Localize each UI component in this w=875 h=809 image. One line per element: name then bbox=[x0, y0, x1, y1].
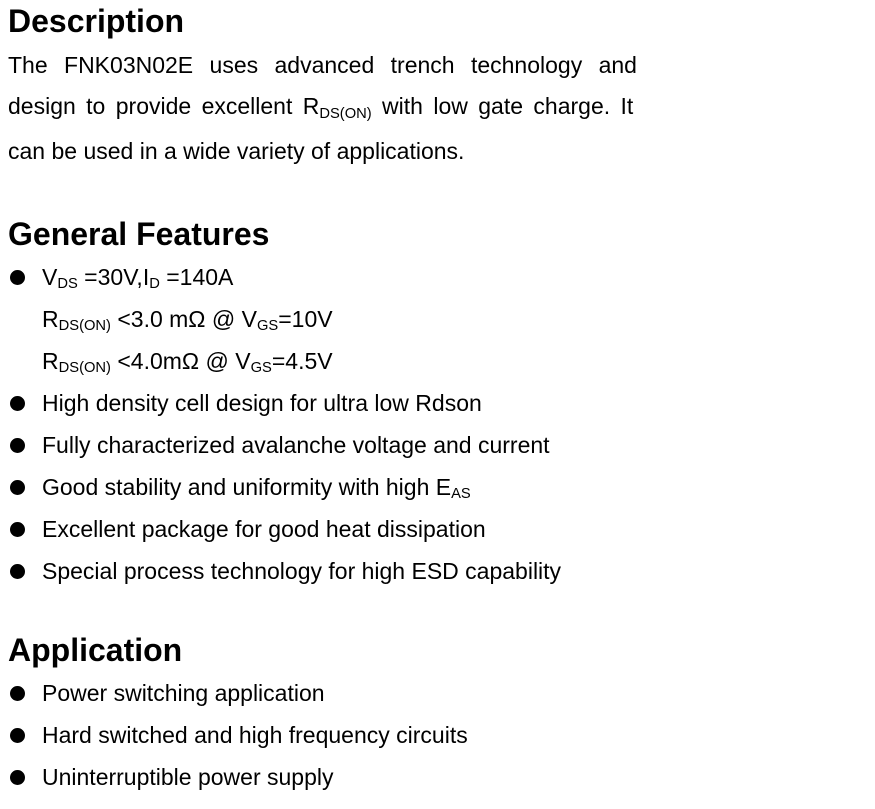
text-run: Special process technology for high ESD capability bbox=[42, 557, 562, 584]
bullet-icon bbox=[10, 480, 25, 495]
text-run: R bbox=[42, 305, 59, 332]
application-item bbox=[8, 714, 875, 756]
text-run: Excellent package for good heat dissipation bbox=[42, 515, 486, 542]
bullet-icon bbox=[10, 728, 25, 743]
feature-item-label bbox=[42, 474, 471, 501]
features-heading: General Features bbox=[8, 216, 270, 252]
application-item bbox=[8, 756, 875, 798]
bullet-box bbox=[8, 686, 42, 701]
application-section bbox=[8, 632, 875, 798]
application-item-label bbox=[42, 722, 468, 749]
bullet-icon bbox=[10, 770, 25, 785]
bullet-box bbox=[8, 728, 42, 743]
subscript-text: AS bbox=[451, 486, 471, 503]
application-item-label bbox=[42, 764, 334, 791]
text-run: =4.5V bbox=[271, 347, 333, 374]
paragraph-line bbox=[8, 86, 640, 131]
features-list bbox=[8, 256, 875, 592]
bullet-icon bbox=[10, 564, 25, 579]
bullet-box bbox=[8, 522, 42, 537]
application-list bbox=[8, 672, 875, 798]
bullet-box bbox=[8, 480, 42, 495]
paragraph-line bbox=[8, 131, 640, 172]
bullet-icon bbox=[10, 396, 25, 411]
subscript-text: DS(ON) bbox=[58, 360, 111, 377]
text-run: =30V,I bbox=[77, 263, 150, 290]
text-run: Good stability and uniformity with high E bbox=[42, 473, 452, 500]
feature-item bbox=[8, 298, 875, 340]
bullet-icon bbox=[10, 686, 25, 701]
feature-item bbox=[8, 424, 875, 466]
feature-item-label bbox=[42, 432, 550, 459]
text-run: V bbox=[42, 263, 58, 290]
bullet-icon bbox=[10, 438, 25, 453]
text-run: can be used in a wide variety of applications. bbox=[8, 138, 465, 164]
text-run: =10V bbox=[278, 305, 333, 332]
bullet-icon bbox=[10, 270, 25, 285]
application-item-label bbox=[42, 680, 325, 707]
feature-item-label bbox=[42, 390, 482, 417]
subscript-text: DS bbox=[57, 276, 78, 293]
description-section bbox=[8, 3, 875, 172]
bullet-box bbox=[8, 564, 42, 579]
feature-item-label bbox=[42, 516, 486, 543]
description-paragraph bbox=[8, 45, 640, 172]
text-run: Fully characterized avalanche voltage and current bbox=[42, 431, 550, 458]
feature-item-label bbox=[42, 264, 233, 291]
subscript-text: D bbox=[149, 276, 160, 293]
text-run: Power switching application bbox=[42, 679, 325, 706]
feature-item bbox=[8, 466, 875, 508]
bullet-box bbox=[8, 438, 42, 453]
bullet-icon bbox=[10, 522, 25, 537]
feature-item bbox=[8, 340, 875, 382]
feature-item-label bbox=[42, 306, 333, 333]
subscript-text: GS bbox=[256, 318, 279, 335]
text-run: R bbox=[42, 347, 59, 374]
text-run: Uninterruptible power supply bbox=[42, 763, 334, 790]
text-run: <4.0mΩ @ V bbox=[110, 347, 251, 374]
feature-item bbox=[8, 382, 875, 424]
features-section bbox=[8, 216, 875, 592]
application-item bbox=[8, 672, 875, 714]
feature-item bbox=[8, 550, 875, 592]
subscript-text: DS(ON) bbox=[319, 105, 372, 122]
paragraph-line bbox=[8, 45, 640, 86]
text-run: design to provide excellent R bbox=[8, 93, 320, 119]
subscript-text: GS bbox=[250, 360, 272, 377]
bullet-box bbox=[8, 270, 42, 285]
text-run: High density cell design for ultra low Rdson bbox=[42, 389, 482, 416]
feature-item-label bbox=[42, 558, 561, 585]
text-run: with low gate charge. It bbox=[371, 93, 634, 119]
text-run: The FNK03N02E uses advanced trench technology and bbox=[8, 52, 637, 78]
bullet-box bbox=[8, 770, 42, 785]
description-heading: Description bbox=[8, 3, 185, 39]
text-run: <3.0 mΩ @ V bbox=[110, 305, 257, 332]
application-heading: Application bbox=[8, 632, 183, 668]
text-run: Hard switched and high frequency circuits bbox=[42, 721, 468, 748]
feature-item-label bbox=[42, 348, 333, 375]
text-run: =140A bbox=[159, 263, 234, 290]
feature-item bbox=[8, 256, 875, 298]
subscript-text: DS(ON) bbox=[58, 318, 111, 335]
bullet-box bbox=[8, 396, 42, 411]
feature-item bbox=[8, 508, 875, 550]
